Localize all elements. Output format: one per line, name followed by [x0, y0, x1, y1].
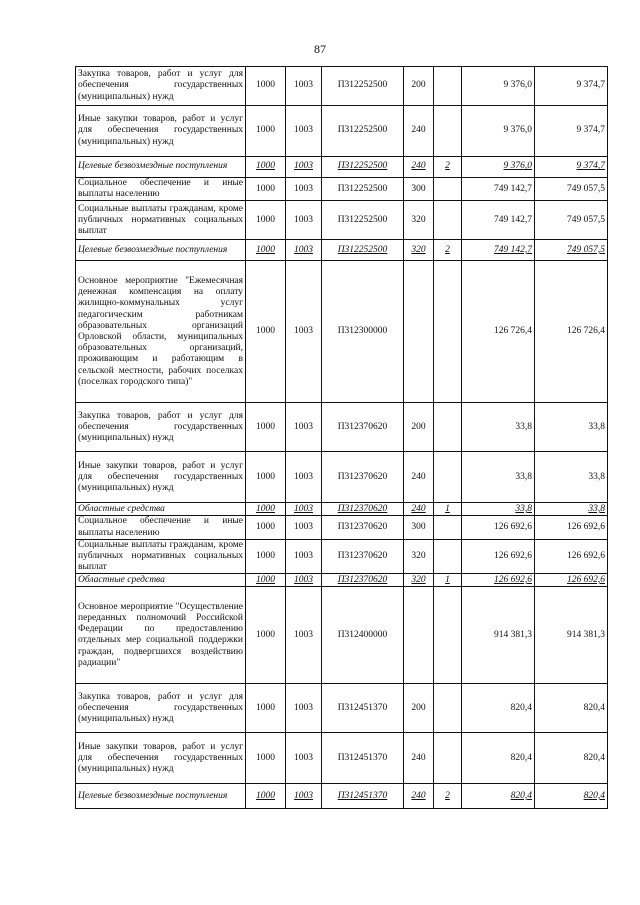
row-amount-executed-cell: 9 374,7 — [535, 67, 608, 106]
row-subsection-cell: 1003 — [286, 452, 322, 503]
row-section-cell: 1000 — [246, 684, 286, 733]
row-name-cell: Иные закупки товаров, работ и услуг для обеспечения государственных (муниципальных) нужд — [76, 106, 246, 157]
row-subsection-cell: 1003 — [286, 539, 322, 574]
row-subsection-cell: 1003 — [286, 503, 322, 516]
row-expense-type-cell: 300 — [404, 178, 434, 201]
row-expense-type-cell: 240 — [404, 452, 434, 503]
row-section-cell: 1000 — [246, 157, 286, 178]
row-funding-source-cell: 1 — [434, 503, 462, 516]
row-name-cell: Закупка товаров, работ и услуг для обеспечения государственных (муниципальных) нужд — [76, 67, 246, 106]
row-subsection-cell: 1003 — [286, 201, 322, 240]
row-subsection-cell: 1003 — [286, 587, 322, 684]
row-name-cell: Социальное обеспечение и иные выплаты населению — [76, 178, 246, 201]
row-name-cell: Закупка товаров, работ и услуг для обеспечения государственных (муниципальных) нужд — [76, 403, 246, 452]
row-section-cell: 1000 — [246, 240, 286, 261]
row-funding-source-cell — [434, 539, 462, 574]
row-funding-source-cell: 2 — [434, 784, 462, 809]
table-row — [76, 516, 608, 539]
row-amount-planned-cell: 33,8 — [462, 503, 535, 516]
row-funding-source-cell — [434, 201, 462, 240]
row-section-cell: 1000 — [246, 784, 286, 809]
row-section-cell: 1000 — [246, 178, 286, 201]
row-funding-source-cell — [434, 684, 462, 733]
row-section-cell: 1000 — [246, 106, 286, 157]
row-name-cell: Социальные выплаты гражданам, кроме публичных нормативных социальных выплат — [76, 539, 246, 574]
row-funding-source-cell — [434, 106, 462, 157]
row-amount-planned-cell: 749 142,7 — [462, 201, 535, 240]
row-subsection-cell: 1003 — [286, 106, 322, 157]
row-name-cell: Целевые безвозмездные поступления — [76, 240, 246, 261]
row-amount-planned-cell: 820,4 — [462, 733, 535, 784]
row-expense-type-cell: 200 — [404, 684, 434, 733]
row-subsection-cell: 1003 — [286, 574, 322, 587]
row-expense-type-cell — [404, 587, 434, 684]
row-funding-source-cell — [434, 516, 462, 539]
row-funding-source-cell — [434, 67, 462, 106]
row-amount-planned-cell: 914 381,3 — [462, 587, 535, 684]
row-amount-executed-cell: 9 374,7 — [535, 157, 608, 178]
table-row — [76, 201, 608, 240]
row-subsection-cell: 1003 — [286, 157, 322, 178]
row-subsection-cell: 1003 — [286, 261, 322, 403]
row-amount-planned-cell: 126 692,6 — [462, 539, 535, 574]
row-amount-planned-cell: 820,4 — [462, 784, 535, 809]
row-subsection-cell: 1003 — [286, 67, 322, 106]
row-amount-planned-cell: 126 726,4 — [462, 261, 535, 403]
table-row — [76, 452, 608, 503]
row-target-article-cell: П312252500 — [322, 106, 404, 157]
row-subsection-cell: 1003 — [286, 784, 322, 809]
row-amount-executed-cell: 126 692,6 — [535, 539, 608, 574]
row-expense-type-cell: 240 — [404, 733, 434, 784]
row-expense-type-cell: 240 — [404, 157, 434, 178]
row-amount-executed-cell: 33,8 — [535, 452, 608, 503]
row-amount-planned-cell: 9 376,0 — [462, 67, 535, 106]
row-funding-source-cell — [434, 733, 462, 784]
row-expense-type-cell: 200 — [404, 403, 434, 452]
row-amount-planned-cell: 126 692,6 — [462, 574, 535, 587]
row-target-article-cell: П312451370 — [322, 733, 404, 784]
table-row — [76, 106, 608, 157]
row-target-article-cell: П312451370 — [322, 684, 404, 733]
row-target-article-cell: П312252500 — [322, 201, 404, 240]
row-amount-planned-cell: 9 376,0 — [462, 106, 535, 157]
table-row — [76, 261, 608, 403]
table-row — [76, 574, 608, 587]
row-name-cell: Областные средства — [76, 574, 246, 587]
row-name-cell: Областные средства — [76, 503, 246, 516]
row-target-article-cell: П312252500 — [322, 67, 404, 106]
row-subsection-cell: 1003 — [286, 684, 322, 733]
row-section-cell: 1000 — [246, 503, 286, 516]
row-name-cell: Иные закупки товаров, работ и услуг для обеспечения государственных (муниципальных) нужд — [76, 733, 246, 784]
row-target-article-cell: П312300000 — [322, 261, 404, 403]
row-section-cell: 1000 — [246, 67, 286, 106]
row-target-article-cell: П312370620 — [322, 503, 404, 516]
budget-table — [75, 66, 608, 809]
page-number: 87 — [314, 42, 326, 56]
row-amount-executed-cell: 749 057,5 — [535, 201, 608, 240]
row-subsection-cell: 1003 — [286, 178, 322, 201]
row-amount-executed-cell: 126 726,4 — [535, 261, 608, 403]
row-expense-type-cell: 240 — [404, 503, 434, 516]
row-funding-source-cell — [434, 261, 462, 403]
row-section-cell: 1000 — [246, 201, 286, 240]
table-row — [76, 240, 608, 261]
row-expense-type-cell: 320 — [404, 240, 434, 261]
row-funding-source-cell — [434, 403, 462, 452]
row-amount-executed-cell: 820,4 — [535, 684, 608, 733]
row-amount-executed-cell: 914 381,3 — [535, 587, 608, 684]
row-name-cell: Основное мероприятие "Осуществление переданных полномочий Российской Федерации по предоставлению отдельных мер социальной поддержки граждан, подвергшихся воздействию радиации" — [76, 587, 246, 684]
row-subsection-cell: 1003 — [286, 240, 322, 261]
table-row — [76, 733, 608, 784]
row-target-article-cell: П312400000 — [322, 587, 404, 684]
row-amount-planned-cell: 9 376,0 — [462, 157, 535, 178]
row-amount-planned-cell: 33,8 — [462, 452, 535, 503]
row-target-article-cell: П312370620 — [322, 516, 404, 539]
row-amount-executed-cell: 126 692,6 — [535, 516, 608, 539]
row-amount-executed-cell: 126 692,6 — [535, 574, 608, 587]
table-row — [76, 178, 608, 201]
row-amount-planned-cell: 820,4 — [462, 684, 535, 733]
row-name-cell: Социальные выплаты гражданам, кроме публичных нормативных социальных выплат — [76, 201, 246, 240]
table-row — [76, 503, 608, 516]
row-section-cell: 1000 — [246, 574, 286, 587]
row-funding-source-cell: 2 — [434, 157, 462, 178]
row-amount-planned-cell: 33,8 — [462, 403, 535, 452]
row-expense-type-cell: 320 — [404, 201, 434, 240]
row-expense-type-cell: 300 — [404, 516, 434, 539]
row-amount-planned-cell: 749 142,7 — [462, 178, 535, 201]
budget-table-body — [76, 67, 608, 809]
row-subsection-cell: 1003 — [286, 733, 322, 784]
row-subsection-cell: 1003 — [286, 516, 322, 539]
row-funding-source-cell — [434, 452, 462, 503]
row-amount-executed-cell: 820,4 — [535, 784, 608, 809]
row-section-cell: 1000 — [246, 452, 286, 503]
row-amount-executed-cell: 749 057,5 — [535, 240, 608, 261]
table-row — [76, 157, 608, 178]
row-amount-executed-cell: 33,8 — [535, 403, 608, 452]
row-name-cell: Социальное обеспечение и иные выплаты населению — [76, 516, 246, 539]
row-name-cell: Иные закупки товаров, работ и услуг для обеспечения государственных (муниципальных) нужд — [76, 452, 246, 503]
row-name-cell: Основное мероприятие "Ежемесячная денежная компенсация на оплату жилищно-коммунальных услуг педагогическим работникам образовательных организаций Орловской области, муниципальных образовательных организаций, проживающим и работающим в сельской местности, рабочих поселках (поселках городского типа)" — [76, 261, 246, 403]
row-funding-source-cell: 1 — [434, 574, 462, 587]
row-amount-planned-cell: 749 142,7 — [462, 240, 535, 261]
row-target-article-cell: П312370620 — [322, 574, 404, 587]
row-expense-type-cell: 320 — [404, 539, 434, 574]
row-funding-source-cell: 2 — [434, 240, 462, 261]
row-expense-type-cell: 200 — [404, 67, 434, 106]
row-name-cell: Закупка товаров, работ и услуг для обеспечения государственных (муниципальных) нужд — [76, 684, 246, 733]
row-name-cell: Целевые безвозмездные поступления — [76, 157, 246, 178]
row-expense-type-cell — [404, 261, 434, 403]
row-name-cell: Целевые безвозмездные поступления — [76, 784, 246, 809]
row-subsection-cell: 1003 — [286, 403, 322, 452]
row-target-article-cell: П312370620 — [322, 452, 404, 503]
row-expense-type-cell: 240 — [404, 106, 434, 157]
table-row — [76, 587, 608, 684]
row-funding-source-cell — [434, 178, 462, 201]
row-section-cell: 1000 — [246, 733, 286, 784]
row-target-article-cell: П312252500 — [322, 178, 404, 201]
table-row — [76, 784, 608, 809]
row-section-cell: 1000 — [246, 403, 286, 452]
row-section-cell: 1000 — [246, 516, 286, 539]
row-target-article-cell: П312451370 — [322, 784, 404, 809]
row-amount-executed-cell: 9 374,7 — [535, 106, 608, 157]
table-row — [76, 403, 608, 452]
row-amount-executed-cell: 33,8 — [535, 503, 608, 516]
row-expense-type-cell: 320 — [404, 574, 434, 587]
row-target-article-cell: П312370620 — [322, 403, 404, 452]
row-section-cell: 1000 — [246, 587, 286, 684]
row-expense-type-cell: 240 — [404, 784, 434, 809]
row-target-article-cell: П312370620 — [322, 539, 404, 574]
table-row — [76, 539, 608, 574]
row-amount-planned-cell: 126 692,6 — [462, 516, 535, 539]
row-amount-executed-cell: 749 057,5 — [535, 178, 608, 201]
row-funding-source-cell — [434, 587, 462, 684]
row-section-cell: 1000 — [246, 539, 286, 574]
row-target-article-cell: П312252500 — [322, 240, 404, 261]
row-target-article-cell: П312252500 — [322, 157, 404, 178]
row-section-cell: 1000 — [246, 261, 286, 403]
row-amount-executed-cell: 820,4 — [535, 733, 608, 784]
table-row — [76, 684, 608, 733]
table-row — [76, 67, 608, 106]
